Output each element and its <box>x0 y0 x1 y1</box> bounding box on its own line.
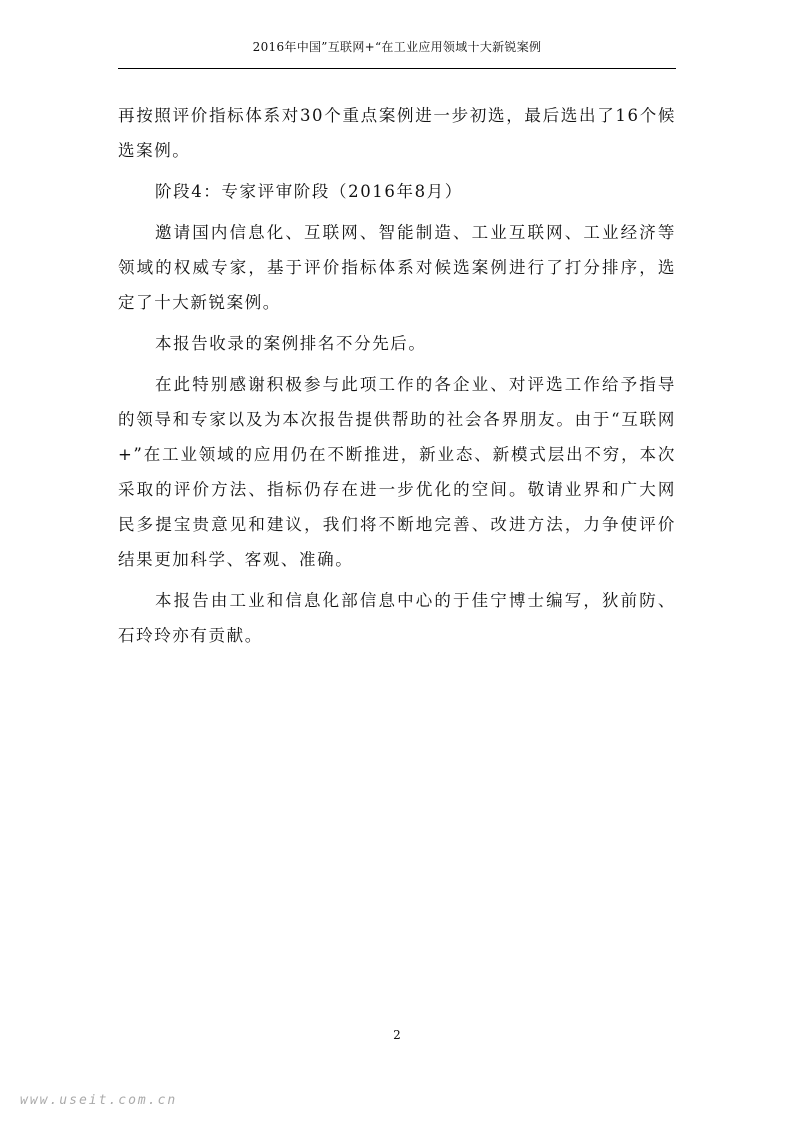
running-header: 2016年中国”互联网+“在工业应用领域十大新锐案例 <box>252 40 542 54</box>
stage-heading: 阶段4：专家评审阶段（2016年8月） <box>155 182 463 201</box>
document-body <box>118 98 676 653</box>
paragraph-continuation: 再按照评价指标体系对30个重点案例进一步初选，最后选出了16个候选案例。 <box>118 106 676 160</box>
paragraph-ranking-note: 本报告收录的案例排名不分先后。 <box>155 334 427 353</box>
paragraph-expert-review: 邀请国内信息化、互联网、智能制造、工业互联网、工业经济等领域的权威专家，基于评价指标体系对候选案例进行了打分排序，选定了十大新锐案例。 <box>118 223 676 312</box>
page-number: 2 <box>393 1028 401 1042</box>
watermark: www.useit.com.cn <box>20 1093 178 1108</box>
header-divider <box>118 68 676 69</box>
paragraph-authors: 本报告由工业和信息化部信息中心的于佳宁博士编写，狄前防、石玲玲亦有贡献。 <box>118 591 676 645</box>
paragraph-acknowledgement: 在此特别感谢积极参与此项工作的各企业、对评选工作给予指导的领导和专家以及为本次报告提供帮助的社会各界朋友。由于“互联网+”在工业领域的应用仍在不断推进，新业态、新模式层出不穷，本次采取的评价方法、指标仍存在进一步优化的空间。敬请业界和广大网民多提宝贵意见和建议，我们将不断地完善、改进方法，力争使评价结果更加科学、客观、准确。 <box>118 375 676 569</box>
